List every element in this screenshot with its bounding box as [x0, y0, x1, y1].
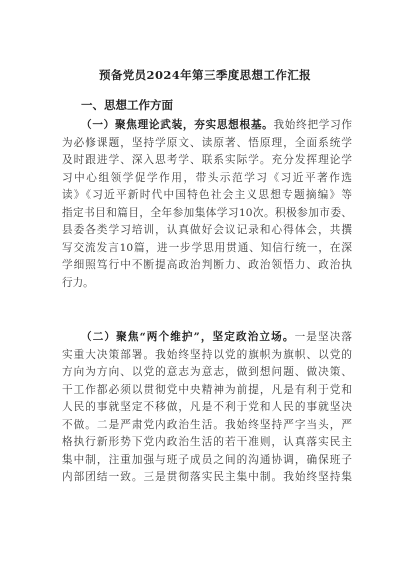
paragraph-line: 行力。	[62, 276, 94, 289]
paragraph-political-stance	[62, 329, 352, 487]
paragraph-line: 方向为方向、以党的意志为意志，做到想问题、做决策、	[62, 366, 352, 378]
paragraph-theory	[62, 117, 352, 292]
paragraph-line: 人民的事就坚定不移做，凡是不利于党和人民的事就坚决	[62, 401, 352, 413]
paragraph-line	[62, 329, 352, 347]
paragraph-line: 内部团结一致。三是贯彻落实民主集中制。我始终坚持集	[62, 471, 352, 483]
paragraph-line: 为必修课题，坚持学原文、读原著、悟原理，全面系统学	[62, 136, 352, 149]
paragraph-line: 实重大决策部署。我始终坚持以党的旗帜为旗帜、以党的	[62, 348, 352, 361]
paragraph-line: 及时跟进学、深入思考学、联系实际学。充分发挥理论学	[62, 154, 352, 166]
paragraph-line-text: 我始终把学习作	[273, 119, 352, 131]
paragraph-line: 干工作都必须以贯彻党中央精神为前提，凡是有利于党和	[62, 383, 352, 396]
paragraph-lead: （一）聚焦理论武装，夯实思想根基。	[81, 119, 274, 131]
paragraph-line: 集中制，注重加强与班子成员之间的沟通协调，确保班子	[62, 453, 352, 466]
paragraph-line: 不做。二是严肃党内政治生活。我始终坚持严字当头，严	[62, 418, 352, 431]
paragraph-lead: （二）聚焦“两个维护”，坚定政治立场。	[81, 331, 295, 343]
paragraph-line: 读》《习近平新时代中国特色社会主义思想专题摘编》等	[62, 189, 352, 201]
section-heading: 一、思想工作方面	[81, 98, 173, 112]
paragraph-line: 学细照笃行中不断提高政治判断力、政治领悟力、政治执	[62, 259, 352, 271]
document-title: 预备党员2024年第三季度思想工作汇报	[98, 68, 312, 82]
paragraph-line: 指定书目和篇目，全年参加集体学习10次。积极参加市委、	[62, 206, 352, 219]
paragraph-line: 写交流发言10篇，进一步学思用贯通、知信行统一，在深	[62, 241, 352, 254]
paragraph-line: 格执行新形势下党内政治生活的若干准则，认真落实民主	[62, 436, 352, 448]
paragraph-line: 习中心组领学促学作用，带头示范学习《习近平著作选	[62, 171, 352, 184]
paragraph-line: 县委各类学习培训，认真做好会议记录和心得体会，共撰	[62, 224, 352, 236]
paragraph-line-text: 一是坚决落	[294, 331, 352, 343]
paragraph-line	[62, 117, 352, 135]
